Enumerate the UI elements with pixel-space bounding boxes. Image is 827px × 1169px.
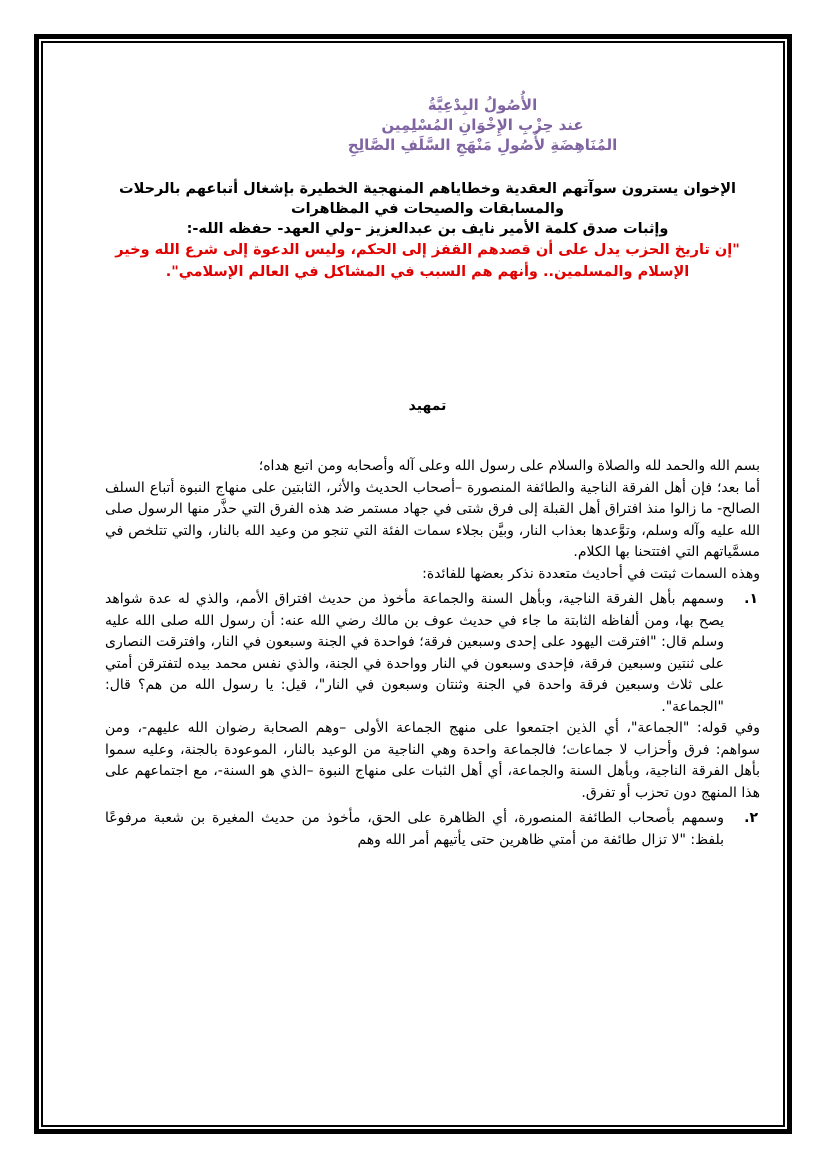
list-item [105,808,760,851]
section-title: تمهيد [408,398,447,414]
headline-block [75,179,780,239]
body-text [105,456,760,851]
document-title-block [165,95,800,155]
title-line: المُنَاهِضَةِ لأُصُولِ مَنْهَجِ السَّلَفِ الصَّالِحِ [347,136,618,154]
list-item [105,589,760,804]
paragraph: وهذه السمات ثبتت في أحاديث متعددة نذكر بعضها للفائدة: [422,565,760,582]
paragraph: بسم الله والحمد لله والصلاة والسلام على رسول الله وعلى آله وأصحابه ومن اتبع هداه؛ [258,458,760,474]
quote-line: الإسلام والمسلمين.. وأنهم هم السبب في المشاكل في العالم الإسلامي". [165,264,690,280]
list-number: ٢. [744,810,758,826]
headline-line: الإخوان يسترون سوآتهم العقدية وخطاياهم المنهجية الخطيرة بإشغال أتباعهم بالرحلات [119,181,736,197]
list-number: ١. [744,591,758,607]
list-item-continuation: وفي قوله: "الجماعة"، أي الذين اجتمعوا على منهج الجماعة الأولى –وهم الصحابة رضوان الله عليهم-، ومن سواهم: فرق وأحزاب لا جماعات؛ فالجماعة واحدة وهي الناجية من الوعيد بالنار، الموعودة بالجنة، وعليه سموا بأهل الفرقة الناجية، وبأهل السنة والجماعة، أي أهل الثبات على منهاج النبوة –الذي هو السنة-، مع اجتماعهم على هذا المنهج دون تحزب أو تفرق. [105,720,760,801]
title-line: الأُصُولُ البِدْعِيَّةُ [427,96,538,114]
list-item-text: وسمهم بأهل الفرقة الناجية، وبأهل السنة والجماعة مأخوذ من حديث افتراق الأمم، والذي له عدة شواهد يصح بها، ومن ألفاظه الثابتة ما جاء في حديث عوف بن مالك رضي الله عنه: أن رسول الله صلى الله عليه وسلم قال: "افترقت اليهود على إحدى وسبعين فرقة؛ فواحدة في الجنة وسبعون في النار، وافترقت النصارى على ثنتين وسبعين فرقة، فإحدى وسبعون في النار وواحدة في الجنة، والذي نفس محمد بيده لتفترقن أمتي على ثلاث وسبعين فرقة واحدة في الجنة وثنتان وسبعون في النار"، قيل: يا رسول الله من هم؟ قال: "الجماعة". [105,591,724,715]
title-line: عند حِزْبِ الإِخْوَانِ المُسْلِمِين [381,116,584,134]
headline-line: وإثبات صدق كلمة الأمير نايف بن عبدالعزيز –ولي العهد- حفظه الله-: [186,221,669,237]
headline-line: والمسابقات والصيحات في المظاهرات [291,201,564,217]
document-page [105,95,760,851]
quote-line: "إن تاريخ الحزب يدل على أن قصدهم القفز إلى الحكم، وليس الدعوة إلى شرع الله وخير [115,242,740,258]
numbered-list [105,589,760,851]
list-item-text: وسمهم بأصحاب الطائفة المنصورة، أي الظاهرة على الحق، مأخوذ من حديث المغيرة بن شعبة مرفوعًا بلفظ: "لا تزال طائفة من أمتي ظاهرين حتى يأتيهم أمر الله وهم [105,810,724,848]
quote-block [75,239,780,283]
paragraph: أما بعد؛ فإن أهل الفرقة الناجية والطائفة المنصورة –أصحاب الحديث والأثر، الثابتين على منهاج النبوة أتباع السلف الصالح- ما زالوا منذ افتراق أهل القبلة إلى فرق شتى في جهاد مستمر ضد هذه الفرق التي حذَّر منها الرسول صلى الله عليه وآله وسلم، وتوَّعدها بعذاب النار، وبيَّن بجلاء سمات الفئة التي تنجو من وعيد الله بالنار، والتي تتلخص في مسمَّياتهم التي افتتحنا بها الكلام. [105,479,760,560]
